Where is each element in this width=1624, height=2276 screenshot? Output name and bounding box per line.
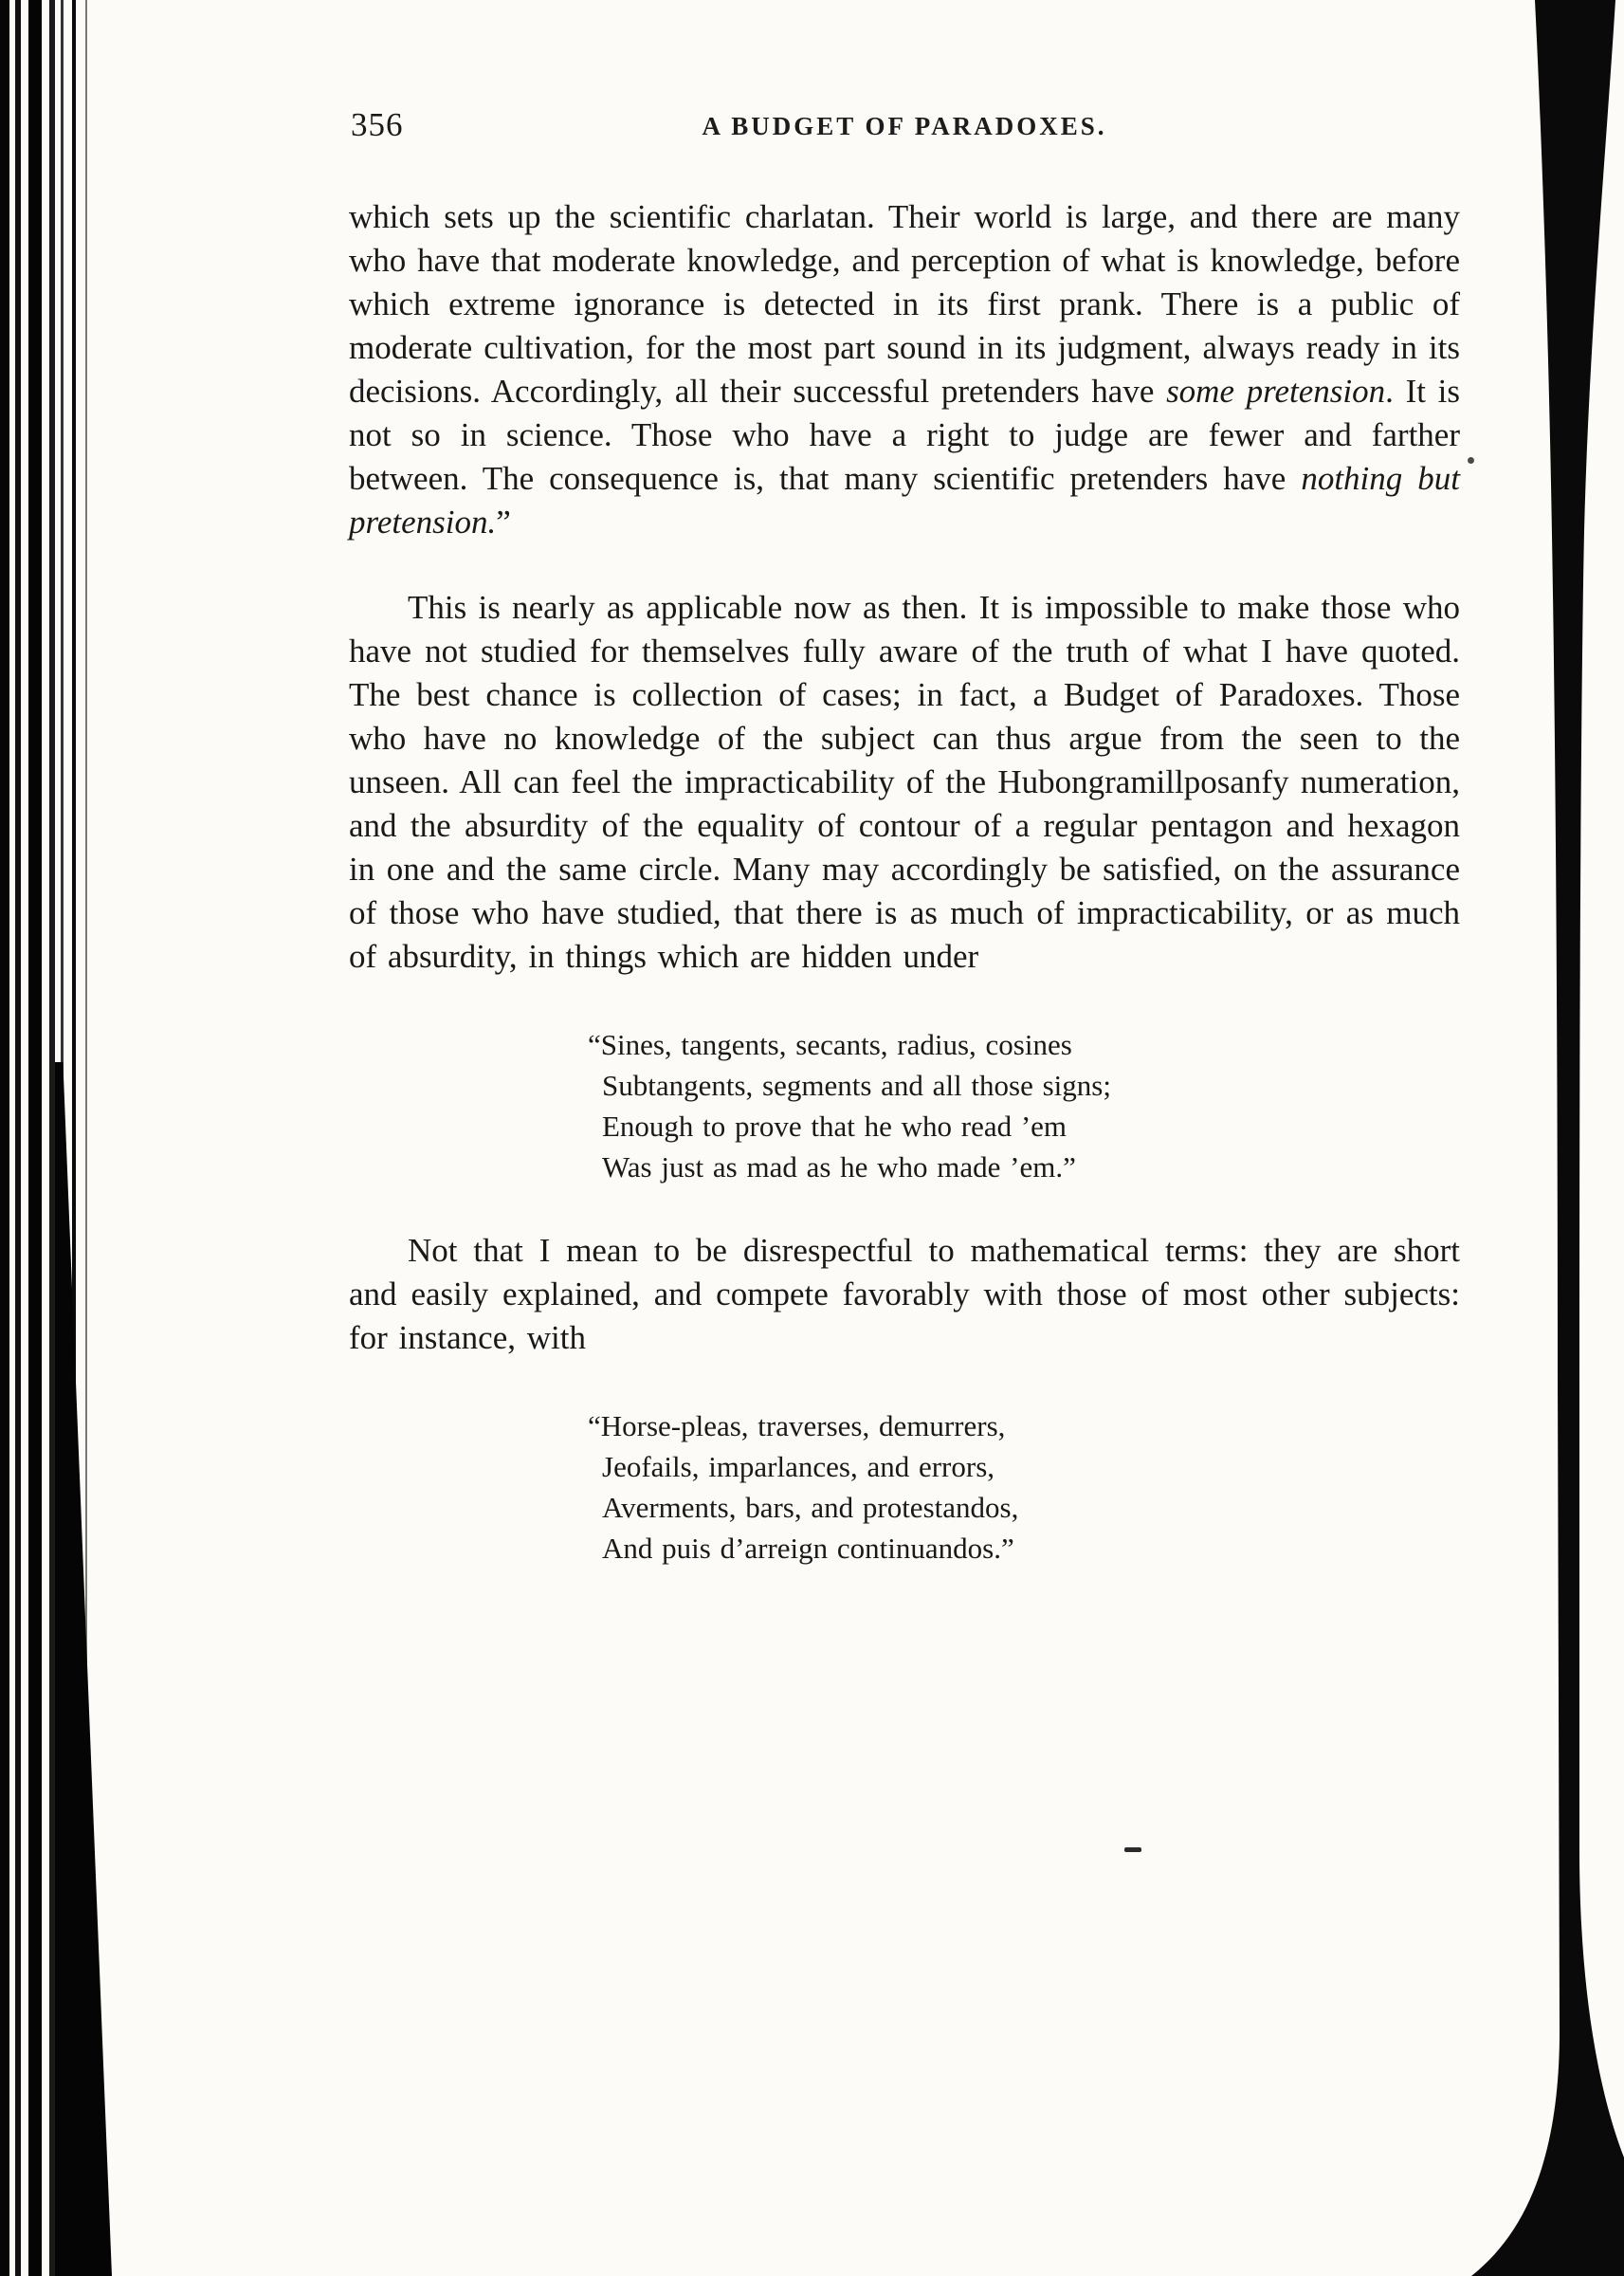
running-title: A BUDGET OF PARADOXES. bbox=[702, 112, 1107, 140]
paragraph-1-text: ” bbox=[496, 504, 511, 541]
verse-line: And puis d’arreign continuandos.” bbox=[602, 1532, 1014, 1565]
scan-speck bbox=[1124, 1847, 1141, 1852]
paragraph-2: This is nearly as applicable now as then. It is impossible to make those who have not studied for themselves fully aware of the truth of what I have quoted. The best chance is collection of cases; in fact, a Budget of Paradoxes. Those who have no knowledge of the subject can thus argue from the seen to the unseen. All can feel the impracticability of the Hubongramillposanfy numeration, and the absurdity of the equality of contour of a regular pentagon and hexagon in one and the same circle. Many may accordingly be satisfied, on the assurance of those who have studied, that there is as much of impracticability, or as much of absurdity, in things which are hidden under bbox=[349, 589, 1460, 975]
paragraph-1 bbox=[349, 195, 1460, 544]
text-block bbox=[349, 0, 1460, 1569]
paragraph-1-text: which sets up the scientific charlatan. Their world is large, and there are many who have that moderate knowledge, and perception of what is knowledge, before which extreme ignorance is detected in its first prank. There is a public of moderate cultivation, for the most part sound in its judgment, always ready in its decisions. Accordingly, all their successful pretenders have bbox=[349, 198, 1460, 410]
verse-quote-1 bbox=[588, 1024, 1460, 1187]
verse-line: Subtangents, segments and all those signs; bbox=[602, 1069, 1111, 1102]
paragraph-1-text: . It is not so in science. Those who have a right to judge are fewer and farther between. The consequence is, that many scientific pretenders have bbox=[349, 373, 1460, 497]
page-number: 356 bbox=[351, 106, 404, 143]
verse-line: Averments, bars, and protestandos, bbox=[602, 1491, 1019, 1524]
page-header bbox=[349, 104, 1460, 146]
paragraph-3: Not that I mean to be disrespectful to mathematical terms: they are short and easily explained, and compete favorably with those of most other subjects: for instance, with bbox=[349, 1232, 1460, 1356]
verse-line: Enough to prove that he who read ’em bbox=[602, 1110, 1067, 1143]
verse-line: Was just as mad as he who made ’em.” bbox=[602, 1150, 1076, 1184]
scan-speck bbox=[1468, 457, 1474, 464]
verse-quote-2 bbox=[588, 1405, 1460, 1569]
verse-line: Jeofails, imparlances, and errors, bbox=[602, 1450, 995, 1483]
verse-line: “Horse-pleas, traverses, demurrers, bbox=[588, 1409, 1006, 1442]
paragraph-1-italic-2: nothing but pretension. bbox=[349, 460, 1460, 541]
paragraph-1-italic-1: some pretension bbox=[1166, 373, 1386, 410]
verse-line: “Sines, tangents, secants, radius, cosines bbox=[588, 1028, 1072, 1061]
